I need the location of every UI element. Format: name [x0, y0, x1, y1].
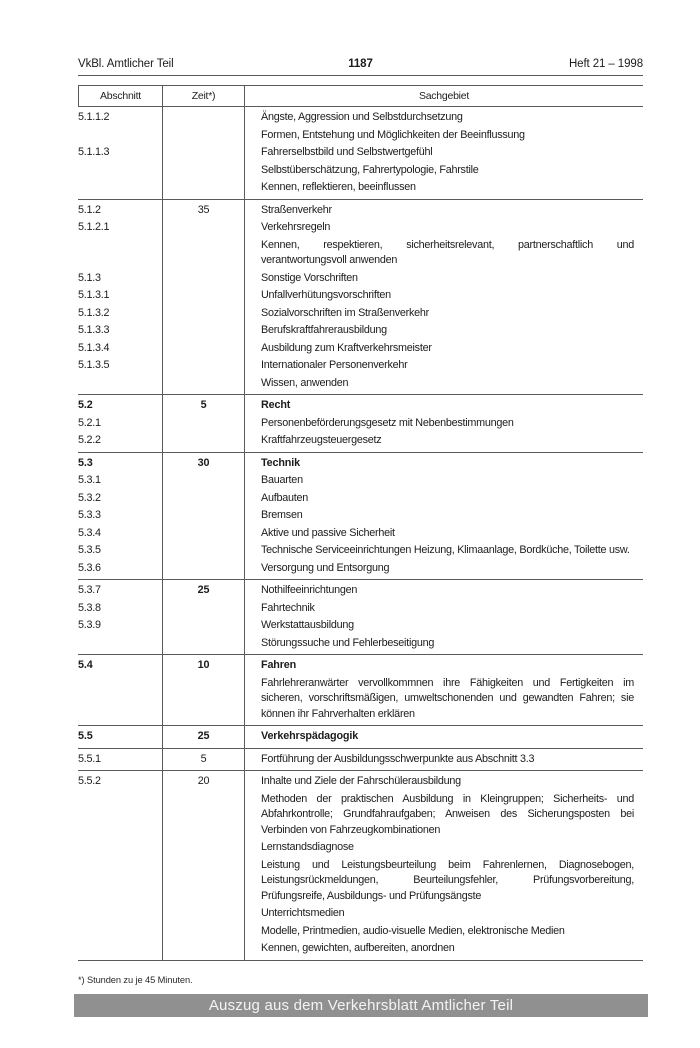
- zeit-cell: [162, 127, 244, 145]
- abschnitt-cell: 5.3.2: [78, 491, 101, 504]
- abschnitt-cell: 5.3.3: [78, 509, 101, 521]
- zeit-cell: 5: [162, 749, 244, 771]
- zeit-cell: [162, 162, 244, 180]
- zeit-cell: 20: [162, 771, 244, 791]
- sachgebiet-cell: Fahrlehreranwärter vervollkommnen ihre Fähigkeiten und Fertigkeiten im sicheren, vorschriftsmäßigen, umweltschonenden und gewandten Fahren; sie können ihr Fahrverhalten erklären: [244, 675, 643, 726]
- abschnitt-cell: [78, 857, 162, 906]
- abschnitt-cell: 5.2.1: [78, 416, 101, 429]
- abschnitt-cell: 5.1.3.5: [78, 359, 110, 371]
- zeit-cell: [162, 490, 244, 508]
- abschnitt-cell: [78, 675, 162, 726]
- abschnitt-cell: 5.1.3.3: [78, 324, 110, 336]
- sachgebiet-cell: Fahren: [244, 655, 643, 675]
- abschnitt-cell: 5.5.2: [78, 775, 101, 787]
- zeit-cell: [162, 375, 244, 395]
- abschnitt-cell: 5.1.1.3: [78, 146, 110, 158]
- sachgebiet-cell: Aktive und passive Sicherheit: [244, 525, 643, 543]
- sachgebiet-cell: Leistung und Leistungsbeurteilung beim Fahrenlernen, Diagnosebogen, Leistungsrückmeldungen, Beurteilungsfehler, Prüfungsvorbereitung, Prüfungsreife, Ausbildungs- und Prüfungsängste: [244, 857, 643, 906]
- zeit-cell: [162, 857, 244, 906]
- table-group: [78, 579, 643, 654]
- abschnitt-cell: 5.3.5: [78, 544, 101, 556]
- abschnitt-cell: 5.1.2.1: [78, 221, 110, 233]
- page-header: [78, 58, 643, 70]
- zeit-cell: [162, 340, 244, 358]
- table-group: [78, 725, 643, 748]
- zeit-cell: [162, 415, 244, 433]
- sachgebiet-cell: Internationaler Personenverkehr: [244, 357, 643, 375]
- table-group: [78, 199, 643, 395]
- abschnitt-cell: 5.2: [78, 399, 93, 411]
- abschnitt-cell: 5.3: [78, 456, 93, 469]
- sachgebiet-cell: Lernstandsdiagnose: [244, 839, 643, 857]
- document-page: [78, 58, 643, 1017]
- zeit-cell: [162, 357, 244, 375]
- abschnitt-cell: 5.3.1: [78, 474, 101, 486]
- table-group: [78, 452, 643, 580]
- sachgebiet-cell: Fahrtechnik: [244, 600, 643, 618]
- sachgebiet-cell: Personenbeförderungsgesetz mit Nebenbestimmungen: [244, 415, 643, 433]
- zeit-cell: [162, 305, 244, 323]
- abschnitt-cell: [78, 127, 162, 145]
- table-group: [78, 748, 643, 771]
- abschnitt-cell: 5.3.7: [78, 584, 101, 596]
- sachgebiet-cell: Aufbauten: [244, 490, 643, 508]
- abschnitt-cell: 5.3.8: [78, 601, 101, 614]
- abschnitt-cell: 5.3.4: [78, 526, 101, 539]
- footnote: *) Stunden zu je 45 Minuten.: [78, 974, 193, 985]
- footer-banner: [74, 994, 648, 1017]
- abschnitt-cell: [78, 375, 162, 395]
- sachgebiet-cell: Kraftfahrzeugsteuergesetz: [244, 432, 643, 452]
- table-group: [78, 654, 643, 725]
- column-header-sachgebiet: Sachgebiet: [244, 86, 643, 106]
- table-body: [78, 107, 643, 961]
- zeit-cell: [162, 179, 244, 199]
- abschnitt-cell: [78, 791, 162, 840]
- abschnitt-cell: [78, 839, 162, 857]
- zeit-cell: [162, 839, 244, 857]
- sachgebiet-cell: Modelle, Printmedien, audio-visuelle Medien, elektronische Medien: [244, 923, 643, 941]
- sachgebiet-cell: Ausbildung zum Kraftverkehrsmeister: [244, 340, 643, 358]
- sachgebiet-cell: Unterrichtsmedien: [244, 905, 643, 923]
- abschnitt-cell: [78, 923, 162, 941]
- zeit-cell: 5: [162, 395, 244, 415]
- abschnitt-cell: 5.1.2: [78, 203, 101, 216]
- abschnitt-cell: [78, 905, 162, 923]
- sachgebiet-cell: Verkehrsregeln: [244, 219, 643, 237]
- abschnitt-cell: 5.5.1: [78, 752, 101, 765]
- zeit-cell: [162, 507, 244, 525]
- zeit-cell: [162, 107, 244, 127]
- page-header-right: Heft 21 – 1998: [568, 58, 643, 70]
- sachgebiet-cell: Methoden der praktischen Ausbildung in Kleingruppen; Sicherheits- und Abfahrkontrolle; Grundfahraufgaben; Anweisen des Sicherungsposten bei Verbinden von Fahrzeugkombinationen: [244, 791, 643, 840]
- zeit-cell: [162, 322, 244, 340]
- sachgebiet-cell: Bremsen: [244, 507, 643, 525]
- abschnitt-cell: 5.2.2: [78, 434, 101, 446]
- zeit-cell: 35: [162, 200, 244, 220]
- abschnitt-cell: [78, 237, 162, 270]
- table-header-row: [78, 85, 643, 107]
- sachgebiet-cell: Sozialvorschriften im Straßenverkehr: [244, 305, 643, 323]
- zeit-cell: [162, 432, 244, 452]
- column-header-zeit: Zeit*): [162, 86, 244, 106]
- abschnitt-cell: 5.1.3.1: [78, 289, 110, 301]
- table-group: [78, 770, 643, 960]
- sachgebiet-cell: Verkehrspädagogik: [244, 726, 643, 748]
- sachgebiet-cell: Bauarten: [244, 472, 643, 490]
- zeit-cell: [162, 542, 244, 560]
- page-header-left: VkBl. Amtlicher Teil: [78, 58, 174, 70]
- curriculum-table: [78, 85, 643, 961]
- header-rule: [78, 75, 643, 76]
- abschnitt-cell: [78, 940, 162, 960]
- sachgebiet-cell: Nothilfeeinrichtungen: [244, 580, 643, 600]
- zeit-cell: [162, 940, 244, 960]
- sachgebiet-cell: Sonstige Vorschriften: [244, 270, 643, 288]
- abschnitt-cell: 5.1.3.2: [78, 306, 110, 319]
- zeit-cell: 25: [162, 726, 244, 748]
- zeit-cell: [162, 791, 244, 840]
- sachgebiet-cell: Inhalte und Ziele der Fahrschülerausbildung: [244, 771, 643, 791]
- page-number: 1187: [348, 58, 373, 70]
- zeit-cell: [162, 617, 244, 635]
- zeit-cell: [162, 923, 244, 941]
- abschnitt-cell: 5.4: [78, 659, 93, 671]
- zeit-cell: [162, 905, 244, 923]
- abschnitt-cell: 5.1.1.2: [78, 111, 110, 123]
- zeit-cell: [162, 525, 244, 543]
- abschnitt-cell: 5.1.3: [78, 271, 101, 284]
- zeit-cell: 10: [162, 655, 244, 675]
- sachgebiet-cell: Werkstattausbildung: [244, 617, 643, 635]
- zeit-cell: [162, 600, 244, 618]
- zeit-cell: [162, 675, 244, 726]
- abschnitt-cell: 5.3.9: [78, 619, 101, 631]
- zeit-cell: 30: [162, 453, 244, 473]
- sachgebiet-cell: Technische Serviceeinrichtungen Heizung, Klimaanlage, Bordküche, Toilette usw.: [244, 542, 643, 560]
- table-group: [78, 394, 643, 452]
- sachgebiet-cell: Störungssuche und Fehlerbeseitigung: [244, 635, 643, 655]
- zeit-cell: [162, 219, 244, 237]
- sachgebiet-cell: Unfallverhütungsvorschriften: [244, 287, 643, 305]
- zeit-cell: [162, 560, 244, 580]
- zeit-cell: [162, 237, 244, 270]
- zeit-cell: 25: [162, 580, 244, 600]
- zeit-cell: [162, 270, 244, 288]
- abschnitt-cell: [78, 162, 162, 180]
- sachgebiet-cell: Kennen, reflektieren, beeinflussen: [244, 179, 643, 199]
- footer-banner-label: Auszug aus dem Verkehrsblatt Amtlicher Teil: [208, 996, 514, 1014]
- abschnitt-cell: 5.1.3.4: [78, 341, 110, 354]
- sachgebiet-cell: Ängste, Aggression und Selbstdurchsetzung: [244, 107, 643, 127]
- abschnitt-cell: [78, 635, 162, 655]
- sachgebiet-cell: Fortführung der Ausbildungsschwerpunkte aus Abschnitt 3.3: [244, 749, 643, 771]
- sachgebiet-cell: Kennen, gewichten, aufbereiten, anordnen: [244, 940, 643, 960]
- sachgebiet-cell: Technik: [244, 453, 643, 473]
- sachgebiet-cell: Fahrerselbstbild und Selbstwertgefühl: [244, 144, 643, 162]
- sachgebiet-cell: Berufskraftfahrerausbildung: [244, 322, 643, 340]
- sachgebiet-cell: Recht: [244, 395, 643, 415]
- zeit-cell: [162, 287, 244, 305]
- abschnitt-cell: 5.5: [78, 730, 93, 742]
- zeit-cell: [162, 144, 244, 162]
- sachgebiet-cell: Kennen, respektieren, sicherheitsrelevant, partnerschaftlich und verantwortungsvoll anwenden: [244, 237, 643, 270]
- sachgebiet-cell: Wissen, anwenden: [244, 375, 643, 395]
- abschnitt-cell: [78, 179, 162, 199]
- zeit-cell: [162, 472, 244, 490]
- abschnitt-cell: 5.3.6: [78, 561, 101, 574]
- sachgebiet-cell: Formen, Entstehung und Möglichkeiten der Beeinflussung: [244, 127, 643, 145]
- sachgebiet-cell: Selbstüberschätzung, Fahrertypologie, Fahrstile: [244, 162, 643, 180]
- sachgebiet-cell: Versorgung und Entsorgung: [244, 560, 643, 580]
- zeit-cell: [162, 635, 244, 655]
- column-header-abschnitt: Abschnitt: [78, 86, 162, 106]
- sachgebiet-cell: Straßenverkehr: [244, 200, 643, 220]
- table-group: [78, 107, 643, 199]
